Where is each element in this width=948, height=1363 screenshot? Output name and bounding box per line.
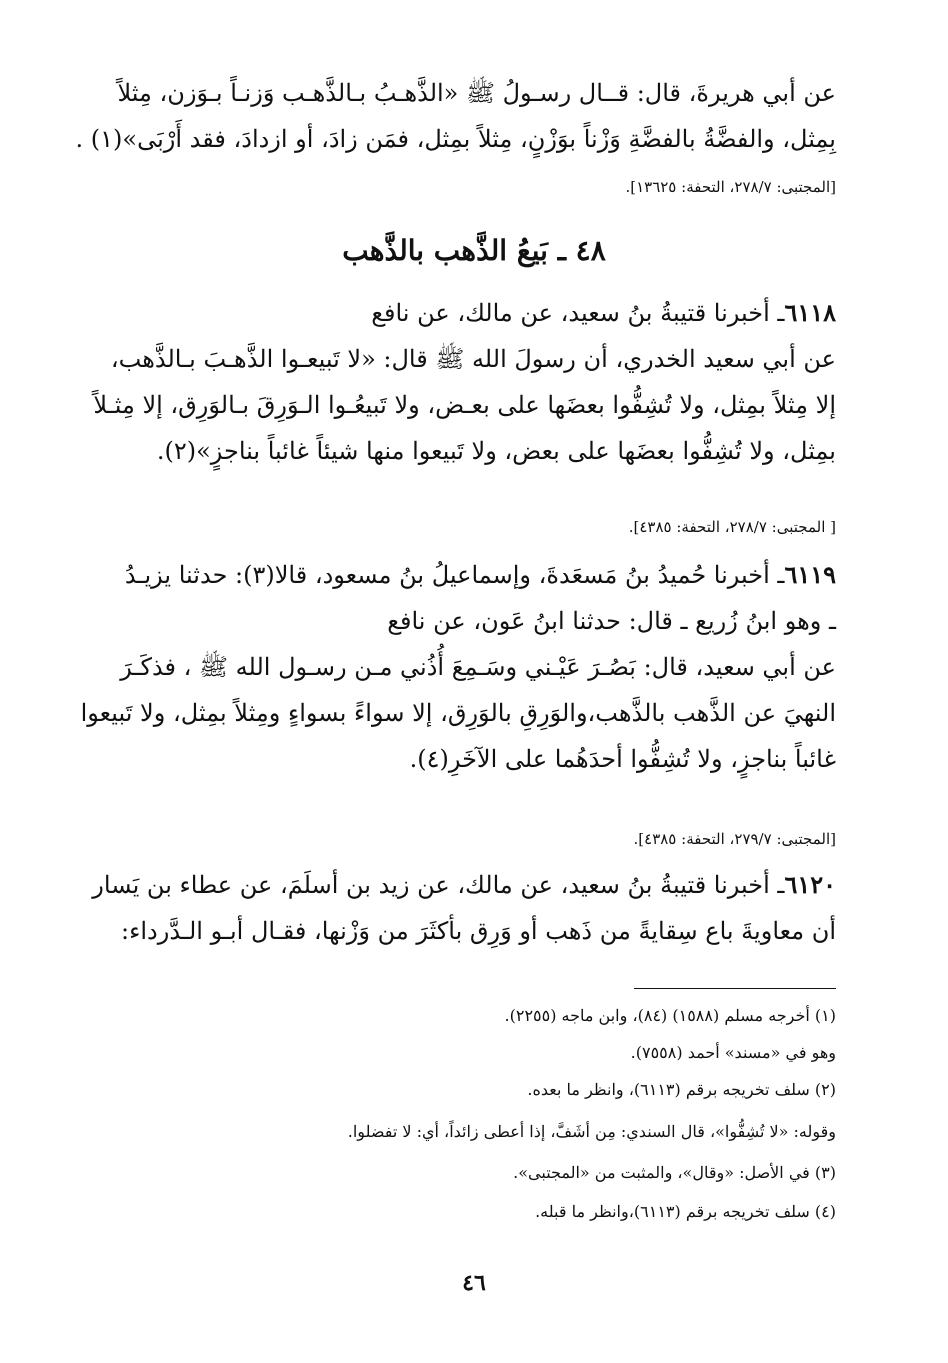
hadith-number: ٦١٢٠ (784, 870, 836, 899)
footnote: (٤) سلف تخريجه برقم (٦١١٣)،وانظر ما قبله. (535, 1202, 836, 1221)
isnad-line: ـ وهو ابنُ زُريع ـ قال: حدثنا ابنُ عَون، عن نافع (387, 607, 836, 635)
page-number: ٤٦ (462, 1270, 486, 1296)
chapter-heading: ٤٨ ـ بَيعُ الذَّهب بالذَّهب (342, 234, 606, 267)
isnad-line (114, 552, 836, 598)
hadith-number: ٦١١٩ (784, 560, 836, 589)
text-line: النهيَ عن الذَّهب بالذَّهب،والوَرِقِ بالوَرِق، إلا سواءً بسواءٍ ومِثلاً بمِثل، ولا تَبيعوا (80, 699, 836, 727)
text-line: عن أبي هريرةَ، قال: قــال رسـولُ ﷺ «الذَّهـبُ بـالذَّهـب وَزنـاً بـوَزن، مِثلاً (117, 79, 836, 107)
isnad-text: ـ أخبرنا حُميدُ بنُ مَسعَدةَ، وإسماعيلُ بنُ مسعود، قالا(٣): حدثنا يزيـدُ (124, 561, 785, 589)
source-reference: [المجتبى: ٢٧٨/٧، التحفة: ١٣٦٢٥]. (625, 178, 836, 196)
hadith-number: ٦١١٨ (784, 298, 836, 327)
isnad-line (114, 290, 836, 336)
source-reference: [ المجتبى: ٢٧٨/٧، التحفة: ٤٣٨٥]. (628, 518, 836, 536)
source-reference: [المجتبى: ٢٧٩/٧، التحفة: ٤٣٨٥]. (633, 830, 836, 848)
isnad-text: ـ أخبرنا قتيبةُ بنُ سعيد، عن مالك، عن زيد بن أسلَمَ، عن عطاء بن يَسار (92, 871, 785, 899)
text-line: عن أبي سعيد الخدري، أن رسولَ الله ﷺ قال: «لا تَبيعـوا الذَّهـبَ بـالذَّهب، (110, 345, 836, 373)
footnote: (١) أخرجه مسلم (١٥٨٨) (٨٤)، وابن ماجه (٢٢٥٥). (504, 1006, 836, 1025)
isnad-text: ـ أخبرنا قتيبةُ بنُ سعيد، عن مالك، عن نافع (371, 299, 785, 327)
footnote: وقوله: «لا تُشِفُّوا»، قال السندي: مِن أشَفَّ، إذا أعطى زائداً، أي: لا تفضلوا. (347, 1122, 836, 1141)
text-line: بِمِثل، والفضَّةُ بالفضَّةِ وَزْناً بوَزْنٍ، مِثلاً بمِثل، فمَن زادَ، أو ازدادَ، فقد أَرْبَى»(١) . (75, 125, 836, 153)
hadith-6120 (92, 862, 836, 954)
footnote: (٣) في الأصل: «وقال»، والمثبت من «المجتبى». (513, 1163, 836, 1182)
text-line: بمِثل، ولا تُشِفُّوا بعضَها على بعض، ولا تَبيعوا منها شيئاً غائباً بناجزٍ»(٢). (156, 437, 836, 465)
footnote: (٢) سلف تخريجه برقم (٦١١٣)، وانظر ما بعده. (527, 1080, 836, 1099)
hadith-6119 (80, 552, 836, 782)
text-line: عن أبي سعيد، قال: بَصُـرَ عَيْـني وسَـمِعَ أُذُني مـن رسـول الله ﷺ ، فذكَـرَ (120, 653, 836, 681)
footnote-divider (634, 988, 836, 989)
text-line: أن معاويةَ باع سِقايةً من ذَهب أو وَرِق بأكثَرَ من وَزْنها، فقـال أبـو الـدَّرداء: (121, 917, 836, 945)
footnote: وهو في «مسند» أحمد (٧٥٥٨). (630, 1043, 836, 1062)
text-line: غائباً بناجزٍ، ولا تُشِفُّوا أحدَهُما على الآخَرِ(٤). (409, 745, 836, 773)
hadith-continuation (75, 70, 836, 162)
text-line: إلا مِثلاً بمِثل، ولا تُشِفُّوا بعضَها على بعـض، ولا تَبيعُـوا الـوَرِقَ بـالوَرِق، إلا مِثـلاً (93, 391, 836, 419)
isnad-line (92, 862, 836, 908)
hadith-6118 (93, 290, 836, 474)
